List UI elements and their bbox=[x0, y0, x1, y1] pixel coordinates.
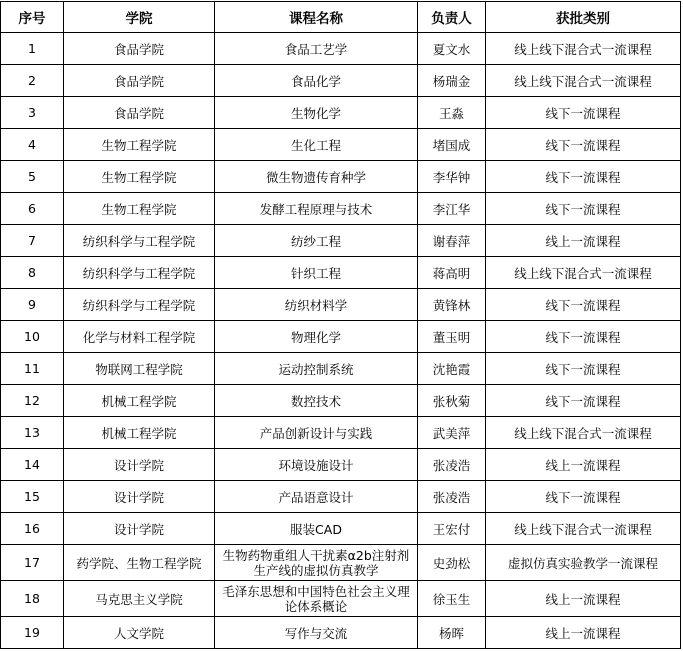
cell-course: 环境设施设计 bbox=[215, 449, 418, 481]
cell-leader: 董玉明 bbox=[418, 321, 486, 353]
cell-index: 2 bbox=[1, 65, 64, 97]
cell-college: 人文学院 bbox=[64, 617, 215, 649]
header-leader: 负责人 bbox=[418, 2, 486, 33]
table-row bbox=[1, 257, 681, 289]
cell-category: 线下一流课程 bbox=[486, 97, 681, 129]
cell-college: 机械工程学院 bbox=[64, 385, 215, 417]
course-list-table bbox=[0, 1, 681, 649]
cell-college: 物联网工程学院 bbox=[64, 353, 215, 385]
cell-college: 纺织科学与工程学院 bbox=[64, 289, 215, 321]
cell-category: 线上线下混合式一流课程 bbox=[486, 33, 681, 65]
table-header-row bbox=[1, 2, 681, 33]
cell-leader: 谢春萍 bbox=[418, 225, 486, 257]
table-row bbox=[1, 617, 681, 649]
cell-course: 发酵工程原理与技术 bbox=[215, 193, 418, 225]
cell-course: 服装CAD bbox=[215, 513, 418, 545]
cell-category: 虚拟仿真实验教学一流课程 bbox=[486, 545, 681, 581]
cell-leader: 沈艳霞 bbox=[418, 353, 486, 385]
cell-index: 1 bbox=[1, 33, 64, 65]
cell-index: 9 bbox=[1, 289, 64, 321]
cell-leader: 李华钟 bbox=[418, 161, 486, 193]
cell-category: 线上线下混合式一流课程 bbox=[486, 513, 681, 545]
cell-course: 生物药物重组人干扰素α2b注射剂生产线的虚拟仿真教学 bbox=[215, 545, 418, 581]
header-category: 获批类别 bbox=[486, 2, 681, 33]
table-row bbox=[1, 161, 681, 193]
cell-college: 纺织科学与工程学院 bbox=[64, 257, 215, 289]
cell-course: 产品创新设计与实践 bbox=[215, 417, 418, 449]
cell-course: 运动控制系统 bbox=[215, 353, 418, 385]
cell-index: 17 bbox=[1, 545, 64, 581]
cell-category: 线上线下混合式一流课程 bbox=[486, 65, 681, 97]
cell-index: 16 bbox=[1, 513, 64, 545]
cell-college: 马克思主义学院 bbox=[64, 581, 215, 617]
cell-course: 生化工程 bbox=[215, 129, 418, 161]
cell-index: 10 bbox=[1, 321, 64, 353]
header-college: 学院 bbox=[64, 2, 215, 33]
cell-leader: 夏文水 bbox=[418, 33, 486, 65]
cell-college: 生物工程学院 bbox=[64, 161, 215, 193]
cell-category: 线上一流课程 bbox=[486, 617, 681, 649]
table-row bbox=[1, 449, 681, 481]
cell-course: 微生物遗传育种学 bbox=[215, 161, 418, 193]
cell-course: 毛泽东思想和中国特色社会主义理论体系概论 bbox=[215, 581, 418, 617]
cell-college: 化学与材料工程学院 bbox=[64, 321, 215, 353]
cell-index: 12 bbox=[1, 385, 64, 417]
cell-leader: 张凌浩 bbox=[418, 481, 486, 513]
cell-index: 14 bbox=[1, 449, 64, 481]
table-row bbox=[1, 417, 681, 449]
cell-index: 7 bbox=[1, 225, 64, 257]
header-index: 序号 bbox=[1, 2, 64, 33]
cell-category: 线上一流课程 bbox=[486, 581, 681, 617]
cell-leader: 王宏付 bbox=[418, 513, 486, 545]
cell-index: 3 bbox=[1, 97, 64, 129]
cell-category: 线下一流课程 bbox=[486, 129, 681, 161]
table-row bbox=[1, 65, 681, 97]
table-row bbox=[1, 545, 681, 581]
cell-leader: 黄锋林 bbox=[418, 289, 486, 321]
cell-index: 8 bbox=[1, 257, 64, 289]
cell-category: 线下一流课程 bbox=[486, 193, 681, 225]
table-row bbox=[1, 129, 681, 161]
cell-category: 线下一流课程 bbox=[486, 385, 681, 417]
cell-leader: 杨瑞金 bbox=[418, 65, 486, 97]
table-row bbox=[1, 385, 681, 417]
table-body bbox=[1, 33, 681, 649]
table-row bbox=[1, 289, 681, 321]
cell-category: 线上线下混合式一流课程 bbox=[486, 257, 681, 289]
cell-course: 针织工程 bbox=[215, 257, 418, 289]
cell-course: 物理化学 bbox=[215, 321, 418, 353]
cell-leader: 张秋菊 bbox=[418, 385, 486, 417]
table-row bbox=[1, 225, 681, 257]
header-course: 课程名称 bbox=[215, 2, 418, 33]
cell-index: 13 bbox=[1, 417, 64, 449]
cell-index: 5 bbox=[1, 161, 64, 193]
cell-category: 线上一流课程 bbox=[486, 449, 681, 481]
cell-category: 线下一流课程 bbox=[486, 289, 681, 321]
cell-course: 食品化学 bbox=[215, 65, 418, 97]
cell-college: 设计学院 bbox=[64, 449, 215, 481]
cell-leader: 徐玉生 bbox=[418, 581, 486, 617]
cell-college: 纺织科学与工程学院 bbox=[64, 225, 215, 257]
table-row bbox=[1, 513, 681, 545]
cell-college: 机械工程学院 bbox=[64, 417, 215, 449]
cell-index: 15 bbox=[1, 481, 64, 513]
cell-category: 线上线下混合式一流课程 bbox=[486, 417, 681, 449]
cell-leader: 史劲松 bbox=[418, 545, 486, 581]
cell-course: 食品工艺学 bbox=[215, 33, 418, 65]
cell-leader: 李江华 bbox=[418, 193, 486, 225]
table-row bbox=[1, 321, 681, 353]
table-row bbox=[1, 481, 681, 513]
cell-college: 食品学院 bbox=[64, 65, 215, 97]
cell-index: 6 bbox=[1, 193, 64, 225]
cell-category: 线下一流课程 bbox=[486, 353, 681, 385]
cell-course: 产品语意设计 bbox=[215, 481, 418, 513]
cell-leader: 张凌浩 bbox=[418, 449, 486, 481]
cell-category: 线下一流课程 bbox=[486, 481, 681, 513]
table-row bbox=[1, 581, 681, 617]
cell-college: 生物工程学院 bbox=[64, 129, 215, 161]
table-row bbox=[1, 97, 681, 129]
cell-course: 写作与交流 bbox=[215, 617, 418, 649]
table-row bbox=[1, 353, 681, 385]
cell-course: 纺纱工程 bbox=[215, 225, 418, 257]
cell-leader: 武美萍 bbox=[418, 417, 486, 449]
cell-college: 生物工程学院 bbox=[64, 193, 215, 225]
cell-leader: 堵国成 bbox=[418, 129, 486, 161]
cell-course: 生物化学 bbox=[215, 97, 418, 129]
cell-index: 11 bbox=[1, 353, 64, 385]
cell-leader: 王淼 bbox=[418, 97, 486, 129]
cell-college: 设计学院 bbox=[64, 481, 215, 513]
cell-college: 药学院、生物工程学院 bbox=[64, 545, 215, 581]
cell-college: 食品学院 bbox=[64, 33, 215, 65]
cell-category: 线下一流课程 bbox=[486, 161, 681, 193]
table-row bbox=[1, 33, 681, 65]
cell-college: 设计学院 bbox=[64, 513, 215, 545]
cell-index: 19 bbox=[1, 617, 64, 649]
cell-course: 纺织材料学 bbox=[215, 289, 418, 321]
cell-college: 食品学院 bbox=[64, 97, 215, 129]
cell-course: 数控技术 bbox=[215, 385, 418, 417]
cell-category: 线上一流课程 bbox=[486, 225, 681, 257]
cell-index: 4 bbox=[1, 129, 64, 161]
cell-leader: 杨晖 bbox=[418, 617, 486, 649]
cell-category: 线下一流课程 bbox=[486, 321, 681, 353]
cell-leader: 蒋高明 bbox=[418, 257, 486, 289]
cell-index: 18 bbox=[1, 581, 64, 617]
table-row bbox=[1, 193, 681, 225]
